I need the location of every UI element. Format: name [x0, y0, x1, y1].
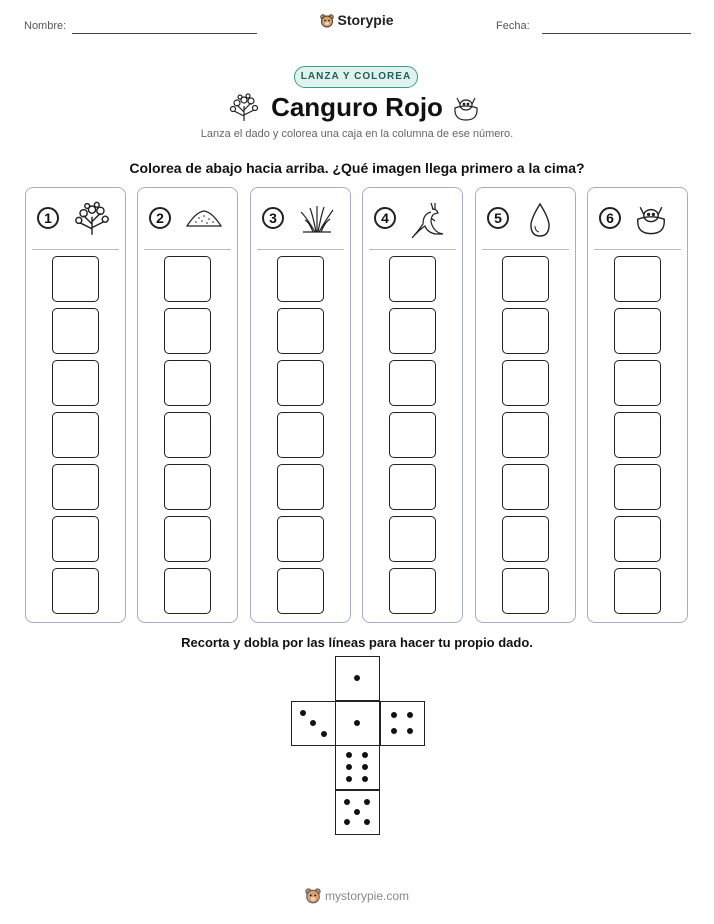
pip: [407, 728, 413, 734]
color-box[interactable]: [52, 256, 99, 302]
water-drop-icon: [522, 200, 558, 245]
bear-logo-icon: [320, 14, 334, 31]
column-3: [250, 187, 351, 623]
color-box[interactable]: [164, 360, 211, 406]
pip: [346, 764, 352, 770]
color-box[interactable]: [164, 308, 211, 354]
pip: [344, 819, 350, 825]
color-box[interactable]: [502, 308, 549, 354]
pip: [354, 720, 360, 726]
pip: [346, 752, 352, 758]
color-box[interactable]: [614, 256, 661, 302]
pip: [364, 819, 370, 825]
color-box[interactable]: [277, 256, 324, 302]
pip: [354, 809, 360, 815]
color-box[interactable]: [502, 464, 549, 510]
color-box[interactable]: [502, 412, 549, 458]
column-number: 2: [149, 207, 171, 229]
joey-in-pouch-icon: [452, 92, 480, 127]
pip: [362, 764, 368, 770]
subtitle: Lanza el dado y colorea una caja en la columna de ese número.: [200, 128, 514, 140]
activity-badge: LANZA Y COLOREA: [294, 66, 418, 88]
footer-url: mystorypie.com: [324, 889, 410, 903]
color-box[interactable]: [389, 568, 436, 614]
color-box[interactable]: [389, 308, 436, 354]
color-box[interactable]: [164, 412, 211, 458]
color-box[interactable]: [164, 464, 211, 510]
color-box[interactable]: [614, 464, 661, 510]
color-box[interactable]: [614, 568, 661, 614]
color-box[interactable]: [389, 412, 436, 458]
pip: [346, 776, 352, 782]
sand-pile-icon: [184, 200, 224, 241]
color-box[interactable]: [52, 464, 99, 510]
kangaroo-icon: [409, 200, 449, 245]
name-label: Nombre:: [24, 20, 67, 32]
color-box[interactable]: [614, 308, 661, 354]
color-box[interactable]: [277, 412, 324, 458]
column-number: 5: [487, 207, 509, 229]
color-box[interactable]: [389, 360, 436, 406]
pip: [362, 776, 368, 782]
pip: [391, 712, 397, 718]
joey-in-pouch-icon: [634, 200, 668, 241]
color-box[interactable]: [389, 256, 436, 302]
color-box[interactable]: [52, 308, 99, 354]
color-box[interactable]: [389, 516, 436, 562]
cut-instruction: Recorta y dobla por las líneas para hacer tu propio dado.: [181, 635, 533, 650]
dice-face-1: [335, 701, 380, 746]
color-box[interactable]: [614, 360, 661, 406]
name-line[interactable]: [72, 33, 257, 34]
color-box[interactable]: [52, 360, 99, 406]
color-box[interactable]: [502, 516, 549, 562]
column-5: [475, 187, 576, 623]
page-title: Canguro Rojo: [271, 92, 443, 122]
pip: [407, 712, 413, 718]
pip: [310, 720, 316, 726]
grass-icon: [297, 200, 337, 241]
color-box[interactable]: [502, 256, 549, 302]
pip: [300, 710, 306, 716]
color-box[interactable]: [502, 568, 549, 614]
color-box[interactable]: [164, 568, 211, 614]
column-number: 1: [37, 207, 59, 229]
bear-logo-icon: [305, 888, 321, 907]
column-number: 4: [374, 207, 396, 229]
column-2: [137, 187, 238, 623]
color-box[interactable]: [52, 412, 99, 458]
divider: [257, 249, 344, 250]
date-line[interactable]: [542, 33, 691, 34]
column-1: [25, 187, 126, 623]
dice-face-6: [335, 745, 380, 790]
color-box[interactable]: [277, 360, 324, 406]
divider: [32, 249, 119, 250]
color-box[interactable]: [614, 412, 661, 458]
pip: [321, 731, 327, 737]
color-box[interactable]: [164, 516, 211, 562]
divider: [594, 249, 681, 250]
divider: [482, 249, 569, 250]
color-box[interactable]: [614, 516, 661, 562]
date-label: Fecha:: [496, 20, 530, 32]
dice-face-3: [291, 701, 336, 746]
column-number: 3: [262, 207, 284, 229]
instruction-text: Colorea de abajo hacia arriba. ¿Qué imagen llega primero a la cima?: [129, 160, 585, 176]
brand-name: Storypie: [337, 12, 394, 28]
color-box[interactable]: [52, 568, 99, 614]
pip: [362, 752, 368, 758]
color-box[interactable]: [277, 464, 324, 510]
color-box[interactable]: [277, 516, 324, 562]
brand-logo: [0, 12, 714, 31]
column-6: [587, 187, 688, 623]
dice-face-1: [335, 656, 380, 701]
column-4: [362, 187, 463, 623]
bush-icon: [72, 200, 112, 241]
dice-face-4: [380, 701, 425, 746]
color-box[interactable]: [277, 308, 324, 354]
color-box[interactable]: [52, 516, 99, 562]
dice-face-5: [335, 790, 380, 835]
pip: [354, 675, 360, 681]
color-box[interactable]: [164, 256, 211, 302]
divider: [369, 249, 456, 250]
color-box[interactable]: [502, 360, 549, 406]
divider: [144, 249, 231, 250]
footer: [0, 888, 714, 907]
color-box[interactable]: [389, 464, 436, 510]
color-box[interactable]: [277, 568, 324, 614]
pip: [364, 799, 370, 805]
column-number: 6: [599, 207, 621, 229]
pip: [391, 728, 397, 734]
pip: [344, 799, 350, 805]
